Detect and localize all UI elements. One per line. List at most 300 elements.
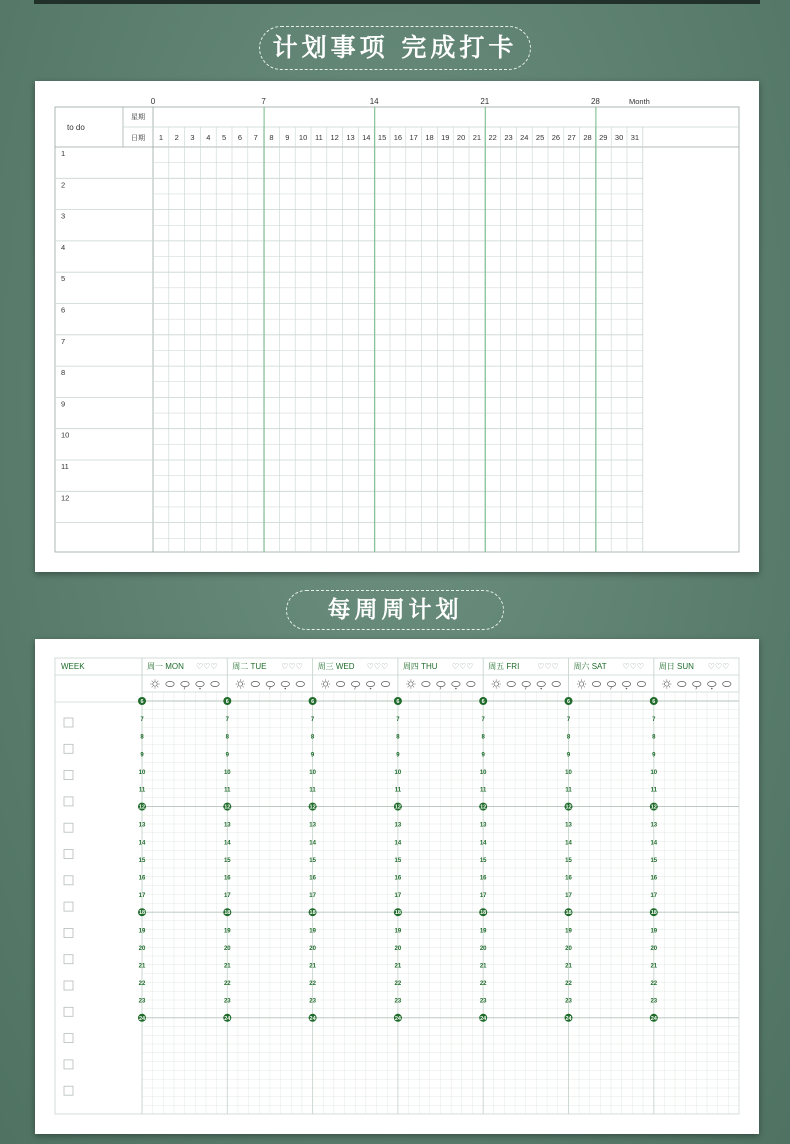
cloud-icon	[166, 681, 174, 686]
sun-ray	[322, 686, 323, 687]
hour-label: 23	[223, 998, 231, 1005]
week-label: WEEK	[61, 662, 85, 671]
hour-label: 19	[223, 928, 231, 935]
hour-label: 12	[394, 804, 401, 811]
weather-icons	[492, 679, 561, 689]
date-number: 22	[488, 133, 497, 142]
hour-label: 20	[650, 945, 658, 952]
week-marker-label: 21	[480, 97, 490, 106]
todo-checkbox[interactable]	[64, 876, 73, 885]
snow-dot	[711, 688, 713, 690]
date-number: 18	[425, 133, 434, 142]
hour-label: 20	[223, 945, 231, 952]
sun-ray	[669, 686, 670, 687]
hour-label: 6	[140, 699, 144, 705]
hour-label: 14	[309, 840, 316, 847]
date-number: 26	[551, 133, 561, 142]
date-number: 6	[237, 133, 242, 142]
date-number: 16	[393, 133, 403, 142]
weather-icons	[236, 679, 305, 689]
day-name: 周四 THU	[402, 662, 438, 671]
snow-dot	[285, 688, 287, 690]
hour-label: 9	[225, 752, 229, 759]
rain-icon	[693, 681, 701, 686]
section-title-weekly: 每周周计划	[286, 590, 504, 630]
snow-icon	[196, 681, 204, 686]
hour-label: 18	[309, 910, 316, 917]
day-name: 周六 SAT	[573, 662, 607, 671]
hour-label: 20	[479, 945, 487, 952]
task-row-number: 12	[61, 493, 70, 503]
hour-label: 17	[309, 893, 316, 900]
hour-label: 11	[480, 787, 487, 794]
hour-label: 11	[224, 787, 231, 794]
hour-label: 24	[480, 1015, 487, 1022]
snow-icon	[708, 681, 716, 686]
hour-label: 13	[309, 822, 316, 829]
todo-checkbox[interactable]	[64, 1086, 73, 1095]
snow-icon	[452, 681, 460, 686]
rain-drop	[696, 687, 697, 690]
heart-icons: ♡♡♡	[366, 662, 389, 671]
sun-ray	[157, 686, 158, 687]
date-number: 12	[330, 133, 339, 142]
month-label: Month	[629, 97, 650, 106]
hour-label: 15	[309, 857, 316, 864]
task-row-number: 6	[61, 305, 66, 315]
hour-label: 21	[479, 963, 487, 970]
todo-checkbox[interactable]	[64, 902, 73, 911]
todo-checkbox[interactable]	[64, 1034, 73, 1043]
hour-label: 21	[394, 963, 402, 970]
date-number: 24	[520, 133, 529, 142]
hour-label: 24	[650, 1015, 657, 1022]
date-number: 14	[362, 133, 371, 142]
hour-label: 16	[394, 875, 402, 882]
date-number: 20	[456, 133, 466, 142]
task-row-number: 8	[61, 368, 66, 378]
hour-label: 14	[650, 840, 658, 847]
snow-icon	[281, 681, 289, 686]
outer-border	[55, 658, 739, 1114]
date-number: 31	[630, 133, 640, 142]
hour-label: 8	[566, 734, 571, 741]
week-marker-label: 7	[261, 97, 266, 106]
sun-ray	[499, 686, 500, 687]
hour-label: 12	[480, 804, 487, 811]
hour-label: 7	[225, 717, 229, 724]
hour-label: 19	[650, 928, 658, 935]
hour-label: 6	[225, 699, 229, 705]
hour-label: 17	[223, 893, 231, 900]
sun-icon	[579, 682, 583, 686]
cloud-icon	[592, 681, 600, 686]
hour-label: 6	[481, 699, 485, 705]
hour-label: 12	[138, 804, 146, 811]
hour-label: 10	[309, 769, 316, 776]
date-number: 25	[535, 133, 545, 142]
hour-label: 11	[394, 787, 402, 794]
hour-label: 13	[650, 822, 658, 829]
hour-label: 16	[223, 875, 231, 882]
hour-label: 12	[650, 804, 657, 811]
date-number: 2	[174, 133, 179, 142]
sun-ray	[664, 686, 665, 687]
sun-ray	[408, 681, 409, 682]
rain-drop	[440, 687, 441, 690]
hour-label: 15	[138, 857, 146, 864]
overcast-icon	[211, 681, 219, 686]
cloud-icon	[678, 681, 686, 686]
hour-label: 12	[224, 804, 231, 811]
hour-label: 19	[138, 928, 146, 935]
rain-icon	[522, 681, 530, 686]
date-number: 19	[441, 133, 450, 142]
hour-label: 6	[311, 699, 315, 705]
hour-label: 13	[479, 822, 487, 829]
hour-label: 19	[479, 928, 487, 935]
hour-label: 23	[138, 998, 146, 1005]
hour-label: 15	[479, 857, 487, 864]
hour-label: 16	[309, 875, 316, 882]
rain-drop	[184, 687, 185, 690]
monthly-checkin-sheet	[35, 81, 759, 572]
todo-checkbox[interactable]	[64, 771, 73, 780]
overcast-icon	[637, 681, 645, 686]
hour-label: 20	[138, 945, 146, 952]
hour-label: 22	[565, 981, 572, 988]
hour-label: 18	[224, 910, 231, 917]
hour-label: 19	[309, 928, 316, 935]
heart-icons: ♡♡♡	[196, 662, 218, 671]
date-number: 4	[206, 133, 211, 142]
hour-label: 13	[565, 822, 572, 829]
hour-label: 18	[138, 910, 146, 917]
sun-ray	[413, 681, 414, 682]
sun-ray	[584, 686, 585, 687]
outer-border	[55, 107, 739, 552]
sun-ray	[328, 681, 329, 682]
snow-dot	[370, 688, 372, 690]
sun-ray	[237, 686, 238, 687]
hour-label: 8	[140, 734, 144, 741]
todo-checkbox[interactable]	[64, 797, 73, 806]
hour-label: 22	[479, 981, 487, 988]
rain-icon	[437, 681, 445, 686]
hour-label: 20	[309, 945, 316, 952]
task-row-number: 7	[61, 336, 66, 346]
rain-icon	[351, 681, 359, 686]
date-number: 27	[567, 133, 576, 142]
hour-label: 9	[652, 752, 656, 759]
todo-checkbox[interactable]	[64, 718, 73, 727]
hour-label: 9	[566, 752, 571, 759]
hour-label: 24	[309, 1015, 316, 1022]
sun-ray	[669, 681, 670, 682]
heart-icons: ♡♡♡	[707, 662, 730, 671]
sun-ray	[152, 681, 153, 682]
hour-label: 11	[138, 787, 146, 794]
date-number: 8	[269, 133, 274, 142]
date-number: 30	[614, 133, 624, 142]
hour-label: 6	[566, 699, 571, 705]
snow-dot	[540, 688, 542, 690]
sun-ray	[493, 681, 494, 682]
date-number: 28	[583, 133, 592, 142]
hour-label: 21	[565, 963, 572, 970]
hour-label: 17	[394, 893, 402, 900]
hour-label: 17	[479, 893, 487, 900]
task-row-number: 5	[61, 274, 66, 284]
hour-label: 10	[479, 769, 487, 776]
hour-label: 10	[565, 769, 572, 776]
sun-ray	[322, 681, 323, 682]
sun-icon	[665, 682, 669, 686]
hour-label: 18	[480, 910, 487, 917]
week-marker-label: 14	[369, 97, 379, 106]
hour-label: 13	[394, 822, 402, 829]
hour-label: 14	[394, 840, 402, 847]
hour-label: 19	[394, 928, 402, 935]
date-label: 日期	[131, 135, 145, 142]
sun-ray	[664, 681, 665, 682]
hour-label: 22	[309, 981, 316, 988]
hour-label: 12	[309, 804, 316, 811]
sun-icon	[323, 682, 327, 686]
day-name: 周三 WED	[317, 662, 355, 671]
hour-label: 24	[394, 1015, 401, 1022]
hour-label: 6	[652, 699, 656, 705]
hour-label: 13	[223, 822, 231, 829]
cloud-icon	[422, 681, 430, 686]
overcast-icon	[381, 681, 389, 686]
hour-label: 10	[223, 769, 231, 776]
hour-label: 22	[650, 981, 658, 988]
hour-label: 9	[310, 752, 315, 759]
todo-checkbox[interactable]	[64, 928, 73, 937]
hour-label: 22	[138, 981, 146, 988]
sun-ray	[243, 686, 244, 687]
hour-label: 18	[650, 910, 657, 917]
cloud-icon	[336, 681, 344, 686]
sun-ray	[408, 686, 409, 687]
todo-checkbox[interactable]	[64, 1007, 73, 1016]
date-number: 15	[377, 133, 387, 142]
hour-label: 16	[479, 875, 487, 882]
rain-icon	[181, 681, 189, 686]
weekday-label: 星期	[131, 114, 145, 121]
date-number: 7	[253, 133, 258, 142]
hour-label: 21	[138, 963, 146, 970]
date-number: 17	[409, 133, 418, 142]
todo-checkbox[interactable]	[64, 850, 73, 859]
todo-checkbox[interactable]	[64, 1060, 73, 1069]
rain-drop	[269, 687, 270, 690]
hour-label: 21	[650, 963, 658, 970]
hour-label: 14	[223, 840, 231, 847]
hour-label: 16	[138, 875, 146, 882]
weather-icons	[662, 679, 731, 689]
hour-label: 23	[479, 998, 487, 1005]
weather-icons	[321, 679, 390, 689]
hour-label: 17	[650, 893, 658, 900]
hour-label: 9	[396, 752, 400, 759]
snow-icon	[622, 681, 630, 686]
hour-label: 18	[565, 910, 572, 917]
hour-label: 17	[565, 893, 572, 900]
hour-label: 12	[565, 804, 572, 811]
sun-ray	[152, 686, 153, 687]
section-title-checkin: 计划事项 完成打卡	[259, 26, 531, 70]
sun-icon	[238, 682, 242, 686]
overcast-icon	[552, 681, 560, 686]
hour-label: 11	[650, 787, 657, 794]
date-number: 29	[599, 133, 608, 142]
hour-label: 10	[650, 769, 658, 776]
hour-label: 14	[138, 840, 146, 847]
sun-ray	[499, 681, 500, 682]
cloud-icon	[507, 681, 515, 686]
hour-label: 11	[565, 787, 572, 794]
task-row-number: 2	[61, 180, 66, 190]
hour-label: 6	[396, 699, 400, 705]
rain-drop	[355, 687, 356, 690]
task-row-number: 10	[61, 430, 70, 440]
weather-icons	[150, 679, 219, 689]
hour-label: 8	[396, 734, 400, 741]
hour-label: 23	[565, 998, 572, 1005]
hour-label: 14	[479, 840, 487, 847]
date-number: 13	[346, 133, 355, 142]
hour-label: 15	[394, 857, 402, 864]
hour-label: 24	[565, 1015, 572, 1022]
hour-label: 7	[140, 717, 144, 724]
hour-label: 14	[565, 840, 572, 847]
week-marker-label: 28	[590, 97, 600, 106]
hour-label: 23	[394, 998, 402, 1005]
top-edge-bar	[34, 0, 760, 4]
hour-label: 13	[138, 822, 146, 829]
weather-icons	[577, 679, 646, 689]
sun-ray	[328, 686, 329, 687]
week-marker-label: 0	[150, 97, 156, 106]
task-row-number: 9	[61, 399, 66, 409]
rain-drop	[525, 687, 526, 690]
weather-icons	[406, 679, 475, 689]
hour-label: 15	[223, 857, 231, 864]
sun-ray	[584, 681, 585, 682]
sun-ray	[157, 681, 158, 682]
hour-label: 18	[394, 910, 401, 917]
snow-dot	[626, 688, 628, 690]
hour-label: 7	[652, 717, 656, 724]
hour-label: 22	[394, 981, 402, 988]
hour-label: 8	[310, 734, 315, 741]
cloud-icon	[251, 681, 259, 686]
hour-label: 22	[223, 981, 231, 988]
todo-checkbox[interactable]	[64, 744, 73, 753]
sun-icon	[153, 682, 157, 686]
weekly-plan-sheet	[35, 639, 759, 1134]
overcast-icon	[723, 681, 731, 686]
hour-label: 24	[224, 1015, 231, 1022]
rain-drop	[611, 687, 612, 690]
hour-label: 24	[138, 1015, 146, 1022]
task-row-number: 3	[61, 211, 66, 221]
hour-label: 11	[309, 787, 316, 794]
hour-label: 15	[565, 857, 572, 864]
todo-checkbox[interactable]	[64, 955, 73, 964]
date-number: 5	[222, 133, 227, 142]
sun-ray	[578, 681, 579, 682]
hour-label: 20	[394, 945, 402, 952]
heart-icons: ♡♡♡	[451, 662, 474, 671]
hour-label: 15	[650, 857, 658, 864]
hour-label: 21	[223, 963, 231, 970]
hour-label: 9	[140, 752, 144, 759]
sun-ray	[493, 686, 494, 687]
snow-dot	[199, 688, 201, 690]
hour-label: 16	[565, 875, 572, 882]
hour-label: 8	[225, 734, 229, 741]
day-name: 周日 SUN	[658, 662, 694, 671]
snow-dot	[455, 688, 457, 690]
hour-label: 10	[138, 769, 146, 776]
todo-checkbox[interactable]	[64, 981, 73, 990]
date-number: 9	[285, 133, 290, 142]
sun-ray	[237, 681, 238, 682]
todo-label: to do	[67, 123, 85, 132]
monthly-grid	[35, 81, 759, 572]
hour-label: 23	[650, 998, 658, 1005]
hour-label: 9	[481, 752, 485, 759]
heart-icons: ♡♡♡	[281, 662, 303, 671]
weekly-grid	[35, 639, 759, 1134]
hour-label: 7	[481, 717, 485, 724]
sun-ray	[578, 686, 579, 687]
date-number: 21	[472, 133, 482, 142]
rain-icon	[266, 681, 274, 686]
task-row-number: 11	[61, 462, 69, 471]
date-number: 23	[504, 133, 513, 142]
snow-icon	[537, 681, 545, 686]
sun-ray	[413, 686, 414, 687]
sun-icon	[494, 682, 498, 686]
hour-label: 19	[565, 928, 572, 935]
date-number: 11	[315, 133, 323, 142]
task-row-number: 1	[61, 149, 66, 158]
overcast-icon	[467, 681, 475, 686]
day-name: 周二 TUE	[232, 662, 267, 671]
hour-label: 10	[394, 769, 402, 776]
heart-icons: ♡♡♡	[537, 662, 559, 671]
day-name: 周五 FRI	[488, 662, 520, 671]
date-number: 3	[190, 133, 195, 142]
date-number: 10	[298, 133, 308, 142]
hour-label: 7	[566, 717, 571, 724]
date-number: 1	[158, 133, 163, 142]
hour-label: 8	[652, 734, 656, 741]
snow-icon	[366, 681, 374, 686]
hour-label: 21	[309, 963, 316, 970]
day-name: 周一 MON	[147, 662, 184, 671]
rain-icon	[607, 681, 615, 686]
hour-label: 16	[650, 875, 658, 882]
sun-icon	[409, 682, 413, 686]
hour-label: 7	[310, 717, 315, 724]
todo-checkbox[interactable]	[64, 823, 73, 832]
hour-label: 7	[396, 717, 400, 724]
